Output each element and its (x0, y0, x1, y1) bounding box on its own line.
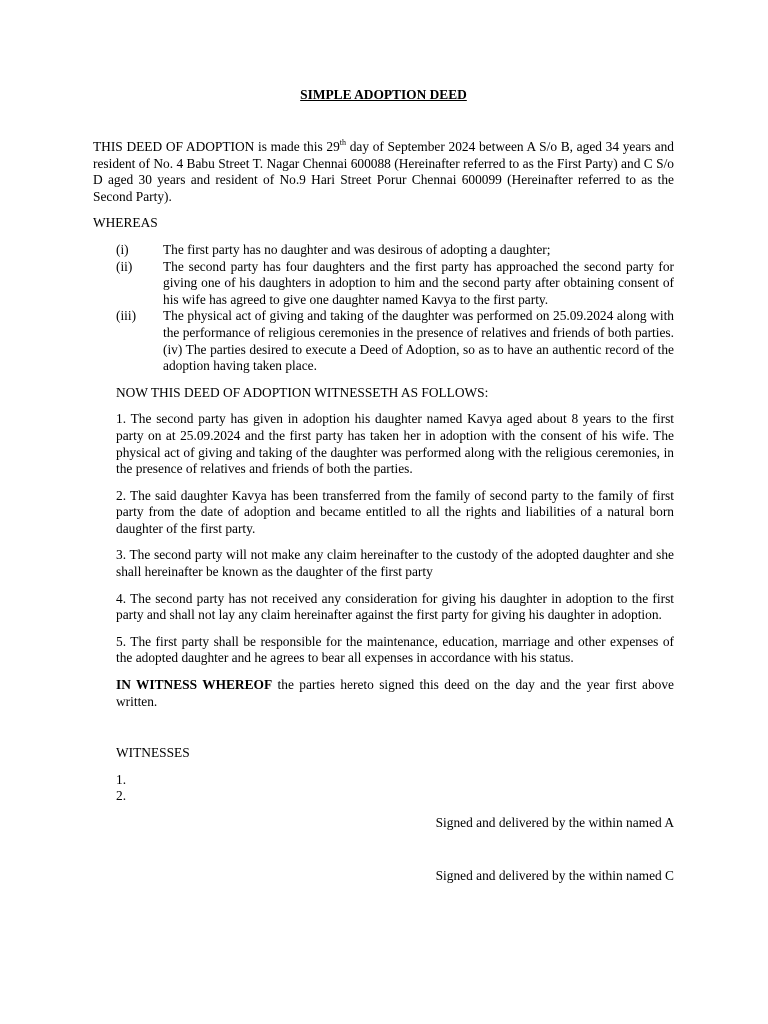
witnesseth-heading: NOW THIS DEED OF ADOPTION WITNESSETH AS FOLLOWS: (116, 384, 489, 400)
recital-number: (ii) (116, 258, 133, 274)
document-page (93, 87, 674, 884)
clause-5: 5. The first party shall be responsible for the maintenance, education, marriage and other expenses of the adopted daughter and he agrees to bear all expenses in accordance with his status. (116, 633, 674, 666)
intro-paragraph (93, 139, 674, 205)
recital-number: (iii) (116, 308, 137, 324)
recital-item (116, 259, 674, 309)
clause-2: 2. The said daughter Kavya has been transferred from the family of second party to the family of first party from the date of adoption and became entitled to all the rights and liabilities of a natural born daughter of the first party. (116, 487, 674, 536)
witness-lines (116, 772, 674, 805)
signature-first-party: Signed and delivered by the within named A (435, 815, 674, 830)
clause-1: 1. The second party has given in adoption his daughter named Kavya aged about 8 years to the first party on at 25.09.2024 and the first party has taken her in adoption with the consent of his wife. The physical act of giving and taking of the daughter was performed along with the religious ceremonies, in the presence of relatives and friends of both the parties. (116, 411, 674, 477)
intro-text-start: THIS DEED OF ADOPTION is made this 29 (93, 139, 340, 154)
intro-ordinal-suffix: th (339, 137, 346, 147)
clause-4: 4. The second party has not received any consideration for giving his daughter in adoption to the first party and shall not lay any claim hereinafter against the first party for giving his daughter in adoption. (116, 590, 674, 623)
witness-whereof-text: the parties hereto signed this deed on the day and the year first above written. (116, 677, 674, 709)
recital-text: The physical act of giving and taking of the daughter was performed on 25.09.2024 along with the performance of religious ceremonies in the presence of relatives and friends of both parties. (iv) The parties desired to execute a Deed of Adoption, so as to have an authentic record of the adoption having taken place. (163, 308, 674, 374)
recital-number: (i) (116, 241, 129, 257)
witness-line-2: 2. (116, 788, 127, 804)
witness-line-1: 1. (116, 771, 127, 787)
witness-whereof-bold: IN WITNESS WHEREOF (116, 677, 273, 693)
whereas-heading: WHEREAS (93, 215, 158, 231)
recitals-list (116, 242, 674, 375)
clause-3: 3. The second party will not make any claim hereinafter to the custody of the adopted daughter and she shall hereinafter be known as the daughter of the first party (116, 547, 674, 580)
recital-text: The first party has no daughter and was desirous of adopting a daughter; (163, 241, 551, 257)
witness-whereof-paragraph (116, 677, 674, 710)
recital-item (116, 242, 674, 259)
witnesses-heading: WITNESSES (116, 745, 190, 761)
document-title: SIMPLE ADOPTION DEED (300, 87, 467, 102)
signature-second-party: Signed and delivered by the within named C (435, 867, 674, 883)
recital-text: The second party has four daughters and the first party has approached the second party for giving one of his daughters in adoption to him and the second party after obtaining consent of his wife has agreed to give one daughter named Kavya to the first party. (163, 258, 674, 307)
intro-text-end: day of September 2024 between A S/o B, aged 34 years and resident of No. 4 Babu Street T. Nagar Chennai 600088 (Hereinafter referred to as the First Party) and C S/o D aged 30 years and resident of No.9 Hari Street Porur Chennai 600099 (Hereinafter referred to as the Second Party). (93, 139, 674, 204)
recital-item (116, 308, 674, 374)
